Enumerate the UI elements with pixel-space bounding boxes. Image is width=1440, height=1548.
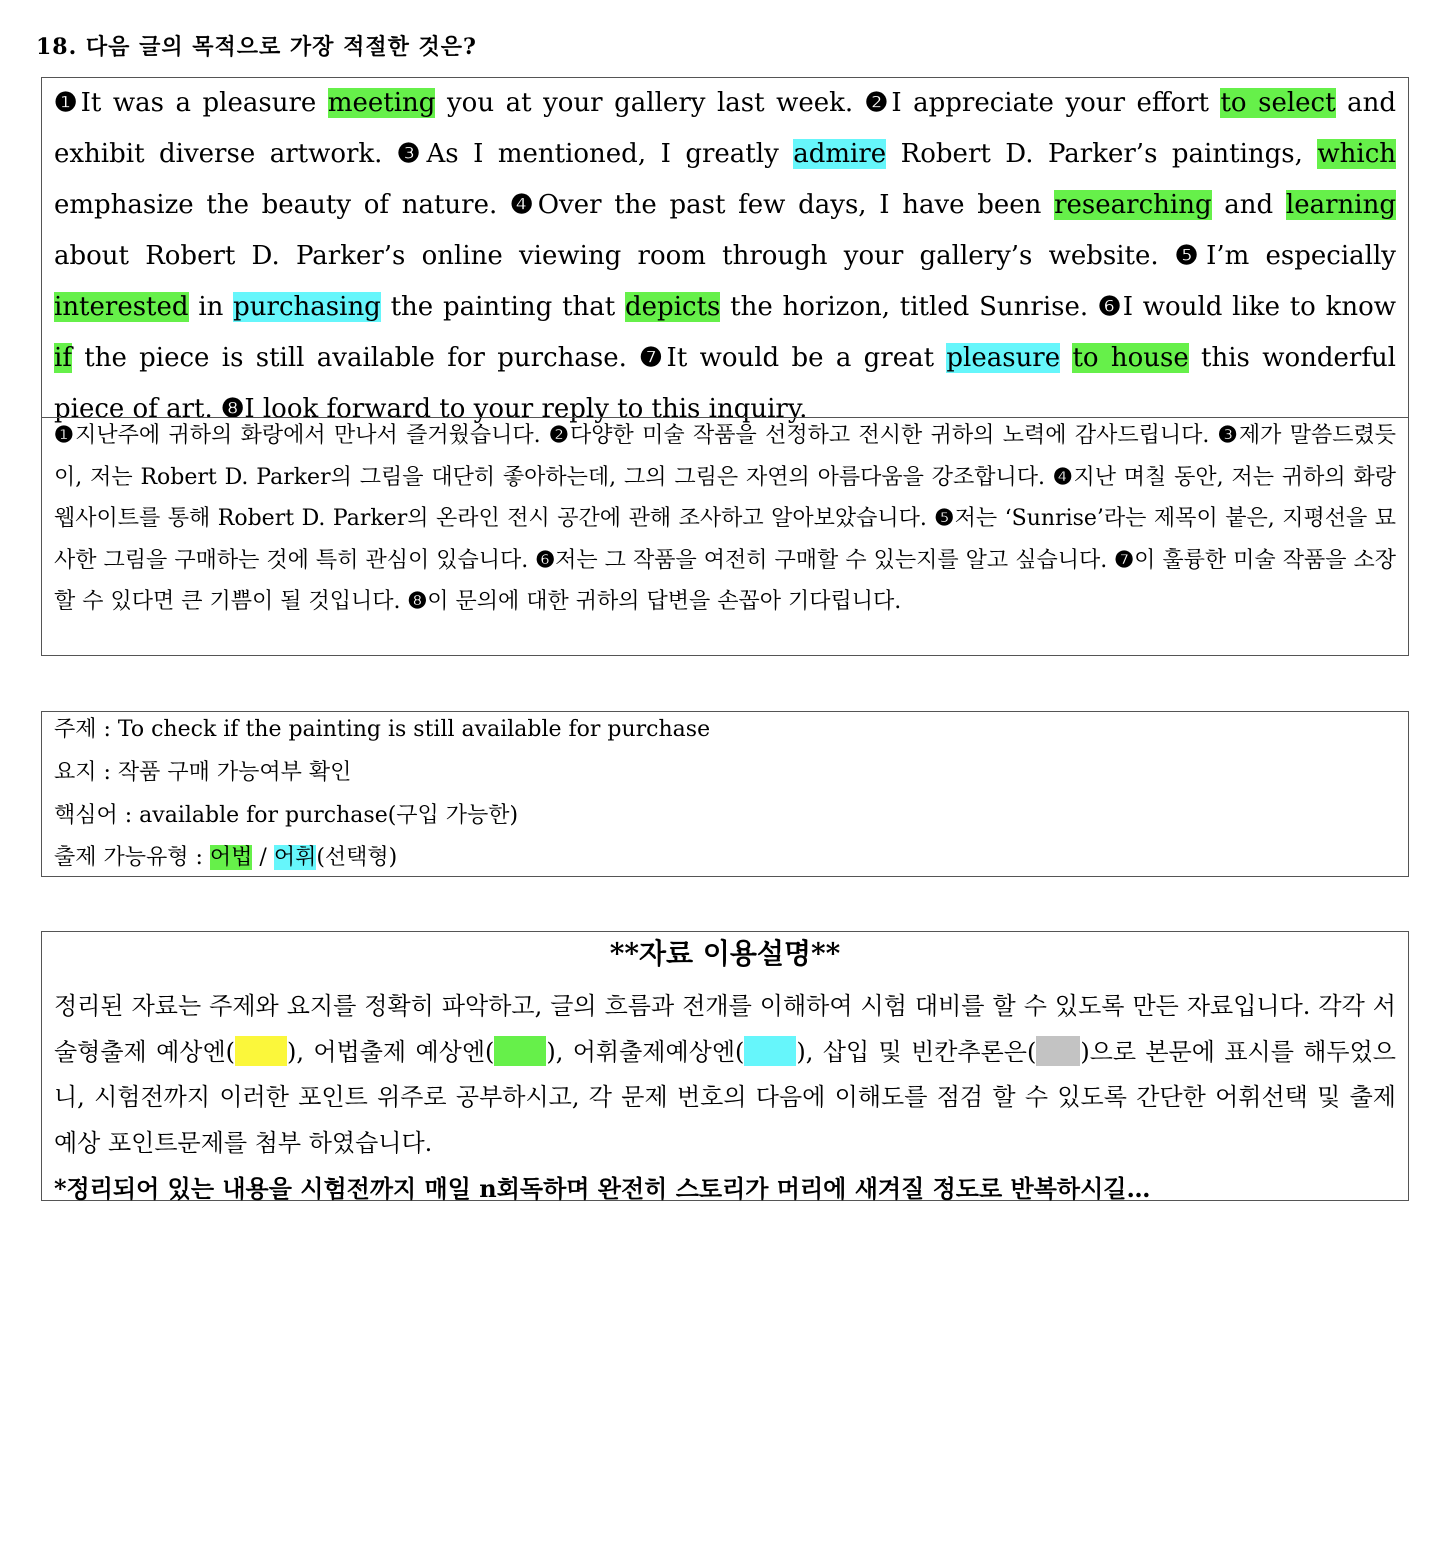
sentence-3-text: As I mentioned, I greatly [426,139,794,169]
grammar-highlight: researching [1054,190,1212,220]
topic-line [54,715,710,745]
grammar-highlight: depicts [625,292,721,322]
sentence-6-text: the piece is still available for purchase. [71,343,640,373]
sentence-7-text [1060,343,1072,373]
sentence-4-text: Over the past few days, I have been [537,190,1055,220]
sentence-2-text: I appreciate your effort [891,88,1221,118]
topic-value: To check if the painting is still available for purchase [117,717,711,742]
english-passage-box [41,77,1409,424]
vocab-highlight: purchasing [233,292,381,322]
guide-text: ), 삽입 및 빈칸추론은( [796,1037,1037,1066]
grammar-highlight: if [54,343,72,373]
gist-label: 요지 : [54,760,118,785]
grammar-highlight: to select [1220,88,1336,118]
translation-6-text: 저는 그 작품을 여전히 구매할 수 있는지를 알고 싶습니다. [555,547,1115,573]
grammar-highlight: which [1317,139,1396,169]
summary-box [41,711,1409,877]
sentence-1-number: ❶ [54,88,81,118]
korean-translation-box [41,417,1409,656]
sentence-3-text: Robert D. Parker’s paintings, [886,139,1318,169]
grammar-highlight: interested [54,292,189,322]
translation-7-text: 이 훌륭한 미술 작품을 소장할 수 있다면 큰 기쁨이 될 것입니다. [54,547,1396,614]
usage-guide-body [54,984,1396,1212]
essay-color-swatch [235,1036,287,1066]
sentence-4-number: ❹ [509,190,538,220]
sentence-5-text: the horizon, titled Sunrise. [720,292,1098,322]
grammar-type-badge: 어법 [209,845,253,870]
question-types-line [54,843,397,873]
topic-label: 주제 : [54,717,118,742]
translation-2-text: 다양한 미술 작품을 선정하고 전시한 귀하의 노력에 감사드립니다. [570,423,1218,448]
sentence-6-text: I would like to know [1122,292,1397,322]
translation-8-number: ❽ [407,588,428,614]
sentence-7-number: ❼ [639,343,667,373]
sentence-3-text: emphasize the beauty of nature. [54,190,510,220]
sentence-7-text: this wonderful piece of art. [54,343,1396,424]
translation-6-number: ❻ [535,546,556,573]
sentence-5-text: in [188,292,234,322]
keyword-value: available for purchase(구입 가능한) [139,803,519,828]
question-title: 18. 다음 글의 목적으로 가장 적절한 것은? [36,34,477,60]
guide-text: ), 어법출제 예상엔( [287,1037,495,1066]
question-types-label: 출제 가능유형 : [54,845,210,870]
sentence-1-text: It was a pleasure [80,88,328,118]
sentence-8-text: I look forward to your reply to this inquiry. [244,394,808,424]
sentence-6-number: ❻ [1097,292,1123,322]
sentence-5-number: ❺ [1174,241,1207,271]
translation-4-number: ❹ [1052,463,1074,490]
types-separator: / [252,845,274,870]
english-passage [54,78,1396,435]
guide-text: 정리된 자료는 주제와 요지를 정확히 파악하고, 글의 흐름과 전개를 이해하여 시험 대비를 할 수 있도록 만든 자료입니다. 각각 서술형출제 예상엔( [54,992,1396,1066]
sentence-1-text: you at your gallery last week. [435,88,865,118]
translation-8-text: 이 문의에 대한 귀하의 답변을 손꼽아 기다립니다. [427,589,902,614]
gist-value: 작품 구매 가능여부 확인 [117,760,352,785]
translation-2-number: ❷ [548,422,571,448]
korean-translation [54,415,1396,623]
grammar-highlight: meeting [327,88,436,118]
vocab-type-badge: 어휘 [273,845,317,870]
gist-line [54,758,351,788]
guide-note: *정리되어 있는 내용을 시험전까지 매일 n회독하며 완전히 스토리가 머리에 새겨질 정도로 반복하시길… [54,1174,1151,1203]
types-suffix: (선택형) [316,845,398,870]
guide-text: )으로 본문에 표시를 해두었으니, 시험전까지 이러한 포인트 위주로 공부하시고, 각 문제 번호의 다음에 이해도를 점검 할 수 있도록 간단한 어휘선택 및 출제 예상 포인트문제를 첨부 하였습니다. [54,1037,1396,1157]
translation-5-text: 저는 ‘Sunrise’라는 제목이 붙은, 지평선을 묘사한 그림을 구매하는 것에 특히 관심이 있습니다. [54,506,1396,573]
usage-guide-title: **자료 이용설명** [609,937,841,970]
sentence-8-number: ❽ [221,394,245,424]
vocab-highlight: pleasure [946,343,1061,373]
grammar-color-swatch [494,1036,546,1066]
keyword-line [54,801,518,831]
grammar-highlight: learning [1285,190,1396,220]
vocab-highlight: admire [793,139,887,169]
sentence-5-text: the painting that [380,292,626,322]
sentence-5-text: I’m especially [1206,241,1396,271]
translation-3-number: ❸ [1217,422,1239,448]
translation-5-number: ❺ [934,505,955,531]
translation-3-text: 제가 말씀드렸듯이, 저는 Robert D. Parker의 그림을 대단히 좋아하는데, 그의 그림은 자연의 아름다움을 강조합니다. [54,423,1396,490]
translation-7-number: ❼ [1114,546,1135,573]
vocab-color-swatch [744,1036,796,1066]
keyword-label: 핵심어 : [54,803,140,828]
blank-insertion-color-swatch [1036,1036,1080,1066]
guide-text: ), 어휘출제예상엔( [546,1037,745,1066]
sentence-4-text: about Robert D. Parker’s online viewing room through your gallery’s website. [54,241,1175,271]
grammar-highlight: to house [1072,343,1189,373]
sentence-7-text: It would be a great [666,343,947,373]
translation-4-text: 지난 며칠 동안, 저는 귀하의 화랑 웹사이트를 통해 Robert D. Parker의 온라인 전시 공간에 관해 조사하고 알아보았습니다. [54,464,1396,531]
sentence-3-number: ❸ [396,139,427,169]
sentence-4-text: and [1211,190,1286,220]
sentence-2-text: and exhibit diverse artwork. [54,88,1397,169]
translation-1-text: 지난주에 귀하의 화랑에서 만나서 즐거웠습니다. [75,423,549,448]
usage-guide-box [41,931,1409,1201]
sentence-2-number: ❷ [864,88,892,118]
translation-1-number: ❶ [54,422,76,448]
